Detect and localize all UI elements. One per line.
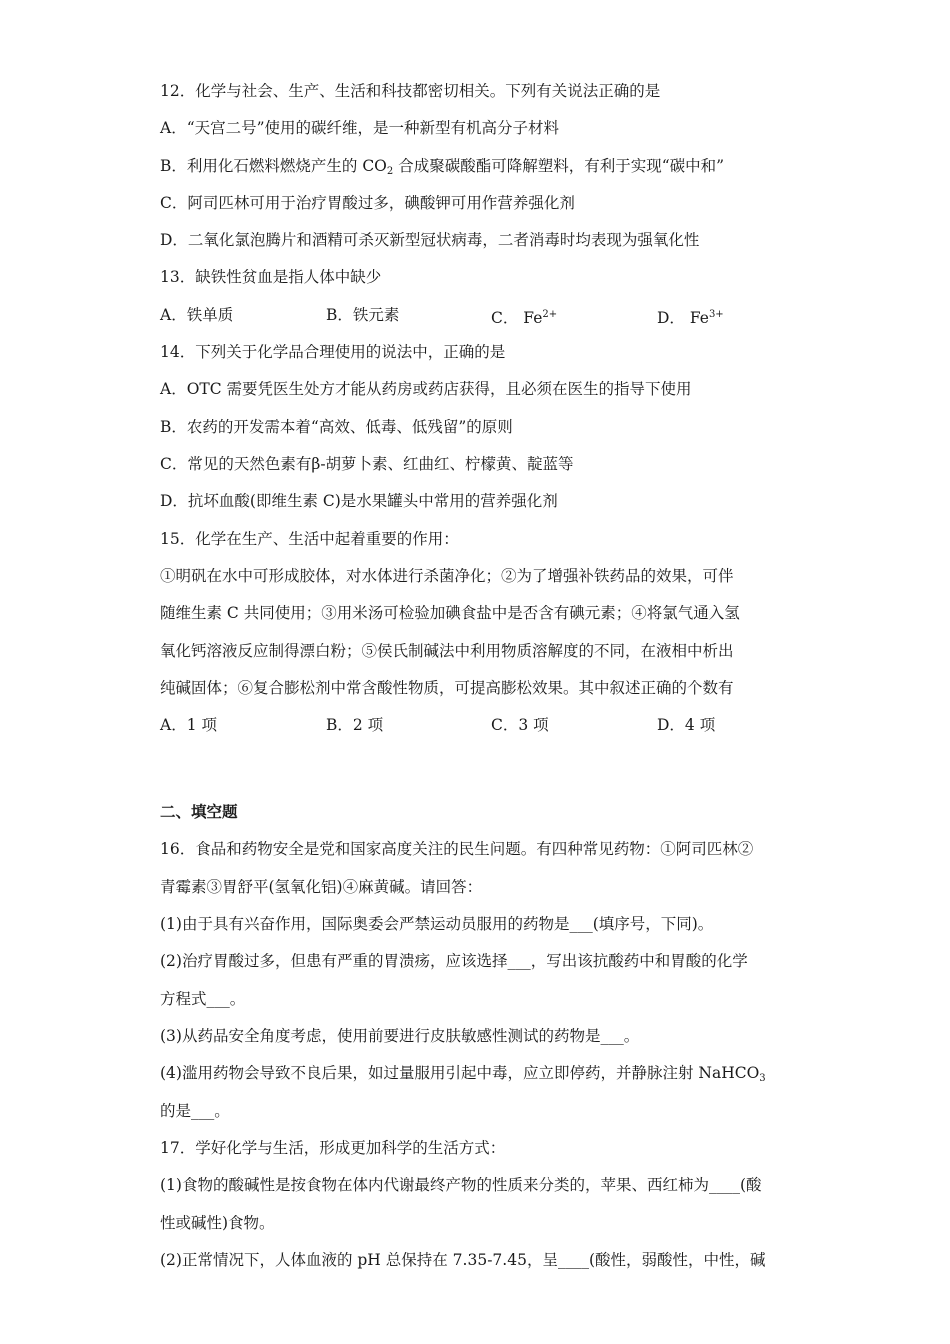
q13-option-d-sup: 3+: [708, 309, 724, 320]
q15-option-b: B．2 项: [326, 716, 384, 734]
q15-line-3: 氧化钙溶液反应制得漂白粉；⑤侯氏制碱法中利用物质溶解度的不同，在液相中析出: [160, 642, 734, 660]
q13-option-a: A．铁单质: [160, 306, 234, 324]
q14-option-c: C．常见的天然色素有β-胡萝卜素、红曲红、柠檬黄、靛蓝等: [160, 455, 574, 473]
q16-part-4-sub: 3: [759, 1073, 766, 1084]
q12-option-b-sub: 2: [386, 166, 394, 177]
q13-option-b: B．铁元素: [326, 306, 400, 324]
q12-option-d: D．二氧化氯泡腾片和酒精可杀灭新型冠状病毒，二者消毒时均表现为强氧化性: [160, 231, 700, 249]
q16-part-4-text: (4)滥用药物会导致不良后果，如过量服用引起中毒，应立即停药，并静脉注射 NaHCO: [160, 1064, 760, 1082]
q13-option-d: [657, 304, 724, 329]
q12-option-a: A．“天宫二号”使用的碳纤维，是一种新型有机高分子材料: [160, 119, 560, 137]
q12-option-b-post: 合成聚碳酸酯可降解塑料，有利于实现“碳中和”: [393, 157, 725, 175]
q14-option-b: B．农药的开发需本着“高效、低毒、低残留”的原则: [160, 418, 513, 436]
q13-option-c-sup: 2+: [542, 309, 558, 320]
q16-stem-line-1: 16．食品和药物安全是党和国家高度关注的民生问题。有四种常见药物：①阿司匹林②: [160, 840, 754, 858]
q12-option-c: C．阿司匹林可用于治疗胃酸过多，碘酸钾可用作营养强化剂: [160, 194, 575, 212]
q12-option-b-pre: B．利用化石燃料燃烧产生的 CO: [160, 157, 387, 175]
q16-part-4-line-2: 的是___。: [160, 1102, 230, 1120]
q14-option-a: A．OTC 需要凭医生处方才能从药房或药店获得，且必须在医生的指导下使用: [160, 380, 692, 398]
q17-stem: 17．学好化学与生活，形成更加科学的生活方式：: [160, 1139, 506, 1157]
q15-line-1: ①明矾在水中可形成胶体，对水体进行杀菌净化；②为了增强补铁药品的效果，可伴: [160, 567, 734, 585]
q12-stem: 12．化学与社会、生产、生活和科技都密切相关。下列有关说法正确的是: [160, 82, 661, 100]
q15-option-a: A．1 项: [160, 716, 217, 734]
q15-option-c: C．3 项: [491, 716, 549, 734]
q14-stem: 14．下列关于化学品合理使用的说法中，正确的是: [160, 343, 506, 361]
q16-part-2-line-2: 方程式___。: [160, 990, 246, 1008]
q15-line-4: 纯碱固体；⑥复合膨松剂中常含酸性物质，可提高膨松效果。其中叙述正确的个数有: [160, 679, 734, 697]
q17-part-2: (2)正常情况下，人体血液的 pH 总保持在 7.35-7.45，呈____(酸性，弱酸性，中性，碱: [160, 1251, 766, 1269]
q13-option-d-text: D． Fe: [657, 309, 709, 327]
q13-option-c-text: C． Fe: [491, 309, 543, 327]
q16-part-4-line-1: [160, 1062, 766, 1090]
q16-part-1: (1)由于具有兴奋作用，国际奥委会严禁运动员服用的药物是___(填序号，下同)。: [160, 915, 714, 933]
q17-part-1-line-2: 性或碱性)食物。: [160, 1214, 275, 1232]
q15-stem: 15．化学在生产、生活中起着重要的作用：: [160, 530, 459, 548]
q17-part-1-line-1: (1)食物的酸碱性是按食物在体内代谢最终产物的性质来分类的，苹果、西红柿为____(酸: [160, 1176, 762, 1194]
q15-option-d: D．4 项: [657, 716, 716, 734]
q16-part-2-line-1: (2)治疗胃酸过多，但患有严重的胃溃疡，应该选择___，写出该抗酸药中和胃酸的化学: [160, 952, 748, 970]
q13-stem: 13．缺铁性贫血是指人体中缺少: [160, 268, 382, 286]
q12-option-b: [160, 155, 724, 183]
section-title-fill-in: 二、填空题: [160, 802, 238, 821]
q16-stem-line-2: 青霉素③胃舒平(氢氧化铝)④麻黄碱。请回答：: [160, 878, 483, 896]
q15-line-2: 随维生素 C 共同使用；③用米汤可检验加碘食盐中是否含有碘元素；④将氯气通入氢: [160, 604, 740, 622]
q13-option-c: [491, 304, 557, 329]
q16-part-3: (3)从药品安全角度考虑，使用前要进行皮肤敏感性测试的药物是___。: [160, 1027, 640, 1045]
q14-option-d: D．抗坏血酸(即维生素 C)是水果罐头中常用的营养强化剂: [160, 492, 558, 510]
